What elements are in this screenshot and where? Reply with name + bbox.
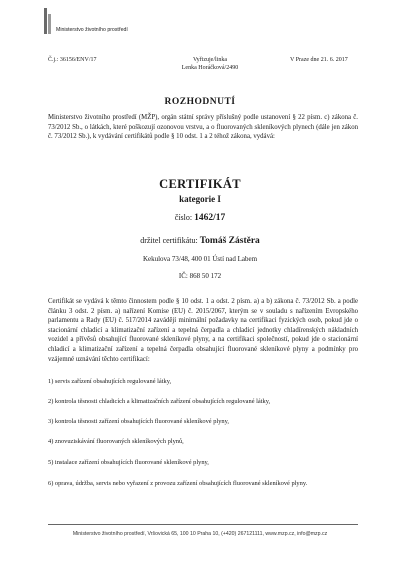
holder-ico: IČ: 868 50 172 <box>178 272 222 280</box>
decision-heading: ROZHODNUTÍ <box>164 97 236 107</box>
intro-paragraph: Ministerstvo životního prostředí (MŽP), orgán státní správy příslušný podle ustanovení § 22 písm. c) zákona č. 73/2012 Sb., o látkách, které poškozují ozonovou vrstvu, a o fluorovaných skleníkových plynech (dále jen zákon č. 73/2012 Sb.), k vydávání certifikátů podle § 10 odst. 1 a 2 téhož zákona, vydává: <box>48 114 358 141</box>
ministry-name: Ministerstvo životního prostředí <box>56 27 128 33</box>
holder-address: Kekulova 73/48, 400 01 Ústí nad Labem <box>142 255 258 263</box>
scope-paragraph: Certifikát se vydává k těmto činnostem podle § 10 odst. 1 a odst. 2 písm. a) a b) zákona č. 73/2012 Sb. a podle článku 3 odst. 2 písm. a) nařízení Komise (EU) č. 2015/2067, kterým se v souladu s nařízením Evropského parlamentu a Rady (EU) č. 517/2014 zavádějí minimální požadavky na certifikaci fyzických osob, pokud jde o stacionární chladicí a klimatizační zařízení a tepelná čerpadla a chladicí jednotky chladírenských nákladních vozidel a přívěsů obsahující fluorované skleníkové plyny, a na certifikaci společností, pokud jde o stacionární chladicí a klimatizační zařízení a tepelná čerpadla obsahující fluorované skleníkové plyny a podmínky pro vzájemné uznávání těchto certifikací: <box>48 298 358 363</box>
footer-divider <box>48 524 358 525</box>
ministry-logo-mark <box>44 8 52 38</box>
list-item: 4) znovuziskávání fluorovaných skleníkových plynů, <box>48 438 184 445</box>
certificate-number <box>0 213 400 223</box>
holder-label: držitel certifikátu: <box>140 236 198 245</box>
list-item: 1) servis zařízení obsahujících regulované látky, <box>48 378 172 385</box>
list-item: 5) instalace zařízení obsahujících fluorované skleníkové plyny, <box>48 459 209 466</box>
list-item: 6) oprava, údržba, servis nebo vyřazení z provozu zařízení obsahujících fluorované skleníkové plyny. <box>48 480 308 487</box>
reference-number: Č.j.: 36156/ENV/17 <box>48 57 97 63</box>
number-label: číslo: <box>174 213 193 222</box>
handler-label: Vyřizuje/linka <box>193 57 227 63</box>
list-item: 2) kontrola těsnosti chladicích a klimatizačních zařízení obsahujících regulované látky, <box>48 398 271 405</box>
certificate-holder <box>0 236 400 246</box>
handler-name: Lenka Horáčková/2490 <box>181 65 239 71</box>
ministry-logo <box>44 8 174 40</box>
issue-date: V Praze dne 21. 6. 2017 <box>290 57 348 63</box>
handler-block <box>165 56 255 72</box>
number-value: 1462/17 <box>194 213 226 223</box>
list-item: 3) kontrola těsnosti zařízení obsahujících fluorované skleníkové plyny, <box>48 418 229 425</box>
footer-contact: Ministerstvo životního prostředí, Vršovická 65, 100 10 Praha 10, (+420) 267121111, www.mzp.cz, info@mzp.cz <box>72 531 328 537</box>
certificate-category: kategorie I <box>179 194 221 204</box>
holder-name: Tomáš Zástěra <box>199 236 260 246</box>
certificate-title: CERTIFIKÁT <box>159 177 241 191</box>
